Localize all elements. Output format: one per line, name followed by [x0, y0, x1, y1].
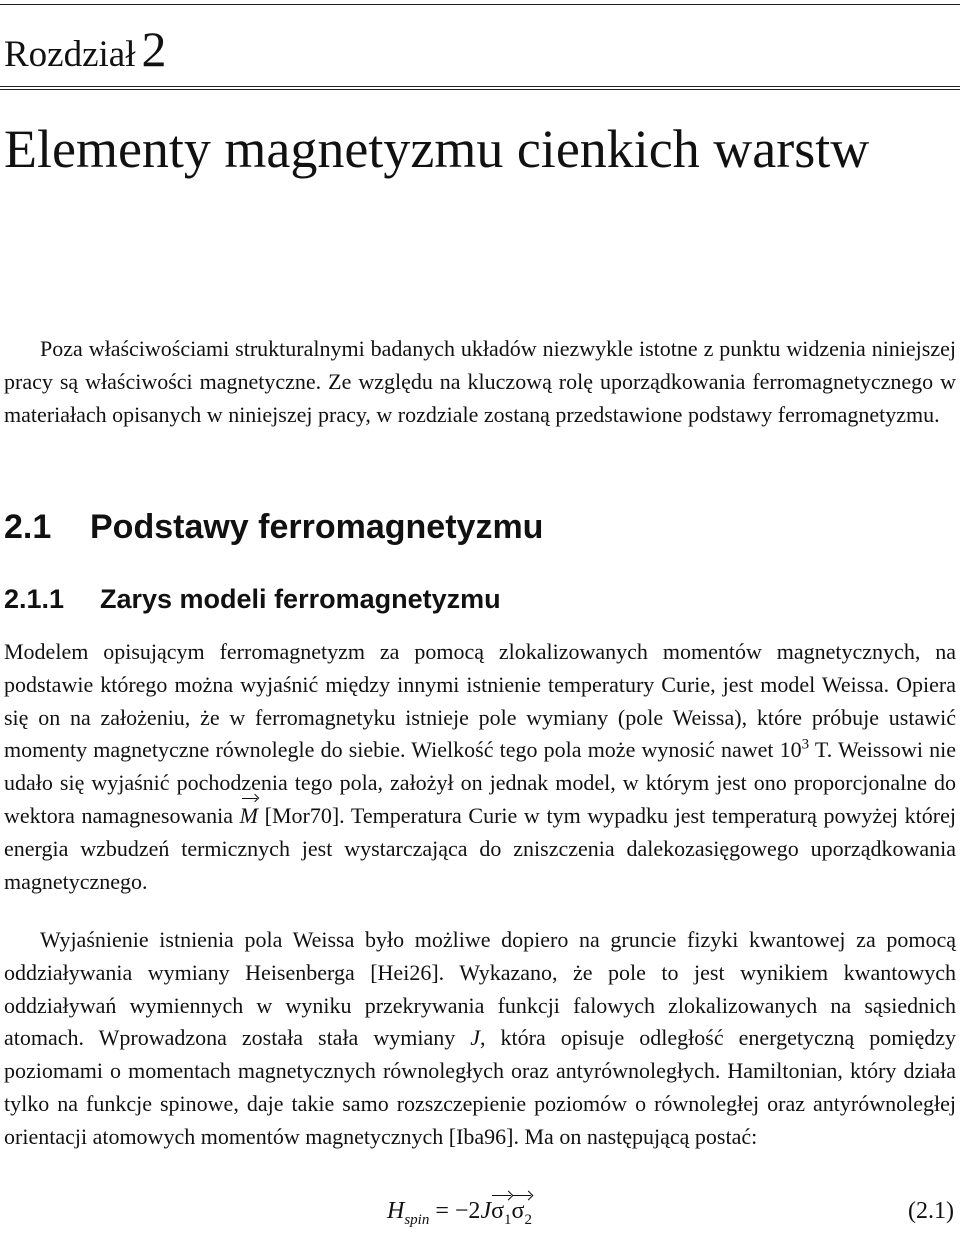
equation-formula [387, 1198, 532, 1229]
paragraph-heisenberg [4, 924, 956, 1154]
eq-equals: = −2 [429, 1198, 481, 1224]
p1-text-a: Modelem opisującym ferromagnetyzm za pomocą zlokalizowanych momentów magnetycznych, na podstawie którego można wyjaśnić między innymi istnienie temperatury Curie, jest model Weissa. Opiera się on na założeniu, że w ferromagnetyku istnieje pole wymiany (pole Weissa), które próbuje ustawić momenty magnetyczne równolegle do siebie. Wielkość tego pola może wynosić nawet 10 [4, 639, 956, 763]
chapter-word: Rozdział [4, 34, 136, 75]
chapter-rule-bottom [0, 89, 960, 90]
chapter-title: Elementy magnetyzmu cienkich warstw [4, 119, 870, 179]
section-number: 2.1 [4, 508, 52, 546]
equation-number: (2.1) [908, 1198, 954, 1224]
subsection-number: 2.1.1 [4, 584, 65, 614]
eq-sigma2-vector [512, 1198, 532, 1229]
subsection-title: Zarys modeli ferromagnetyzmu [100, 584, 501, 614]
eq-sigma1: σ [491, 1198, 505, 1224]
eq-sigma1-sub: 1 [504, 1211, 512, 1228]
p1-text-c: [Mor70]. Temperatura Curie w tym wypadku jest temperaturą powyżej której energia wzbudzeń termicznych jest wystarczająca do zniszczenia dalekozasięgowego uporządkowania magnetycznego. [4, 802, 956, 894]
eq-j: J [480, 1198, 492, 1224]
p1-exponent: 3 [801, 737, 810, 754]
p2-text-a: Wyjaśnienie istnienia pola Weissa było możliwe dopiero na gruncie fizyki kwantowej za pomocą oddziaływania wymiany Heisenberga [Hei26]. Wykazano, że pole to jest wynikiem kwantowych oddziaływań wymiennych w wyniku przekrywania funkcji falowych zlokalizowanych na sąsiednich atomach. Wprowadzona została stała wymiany [4, 927, 956, 1051]
equation-hamiltonian [0, 1196, 960, 1236]
eq-h-sub: spin [404, 1211, 430, 1228]
exchange-constant-symbol: J [470, 1025, 480, 1051]
chapter-label [4, 22, 167, 77]
section-heading [4, 508, 543, 547]
section-title: Podstawy ferromagnetyzmu [90, 508, 544, 546]
chapter-rule-top [0, 86, 960, 87]
eq-sigma2: σ [511, 1198, 525, 1224]
chapter-number: 2 [141, 21, 167, 77]
intro-paragraph [4, 333, 956, 431]
subsection-heading [4, 584, 501, 615]
eq-sigma1-vector [491, 1198, 511, 1229]
paragraph-weiss [4, 636, 956, 898]
intro-text: Poza właściwościami strukturalnymi badanych układów niezwykle istotne z punktu widzenia niniejszej pracy są właściwości magnetyczne. Ze względu na kluczową rolę uporządkowania ferromagnetycznego w materiałach opisanych w niniejszej pracy, w rozdziale zostaną przedstawione podstawy ferromagnetyzmu. [4, 336, 956, 427]
eq-sigma2-sub: 2 [524, 1211, 532, 1228]
vector-m-symbol: M [240, 800, 258, 833]
p1-text-b: T. Weissowi nie udało się wyjaśnić pochodzenia tego pola, założył on jednak model, w którym jest ono proporcjonalne do wektora namagnesowania [4, 737, 956, 828]
p2-text-b: , która opisuje odległość energetyczną pomiędzy poziomami o momentach magnetycznych równoległych oraz antyrównoległych. Hamiltonian, który działa tylko na funkcje spinowe, daje takie samo rozszczepienie poziomów o równoległej oraz antyrównoległej orientacji atomowych momentów magnetycznych [Iba96]. Ma on następującą postać: [4, 1025, 957, 1149]
eq-h: H [387, 1198, 405, 1224]
top-rule [0, 4, 960, 5]
